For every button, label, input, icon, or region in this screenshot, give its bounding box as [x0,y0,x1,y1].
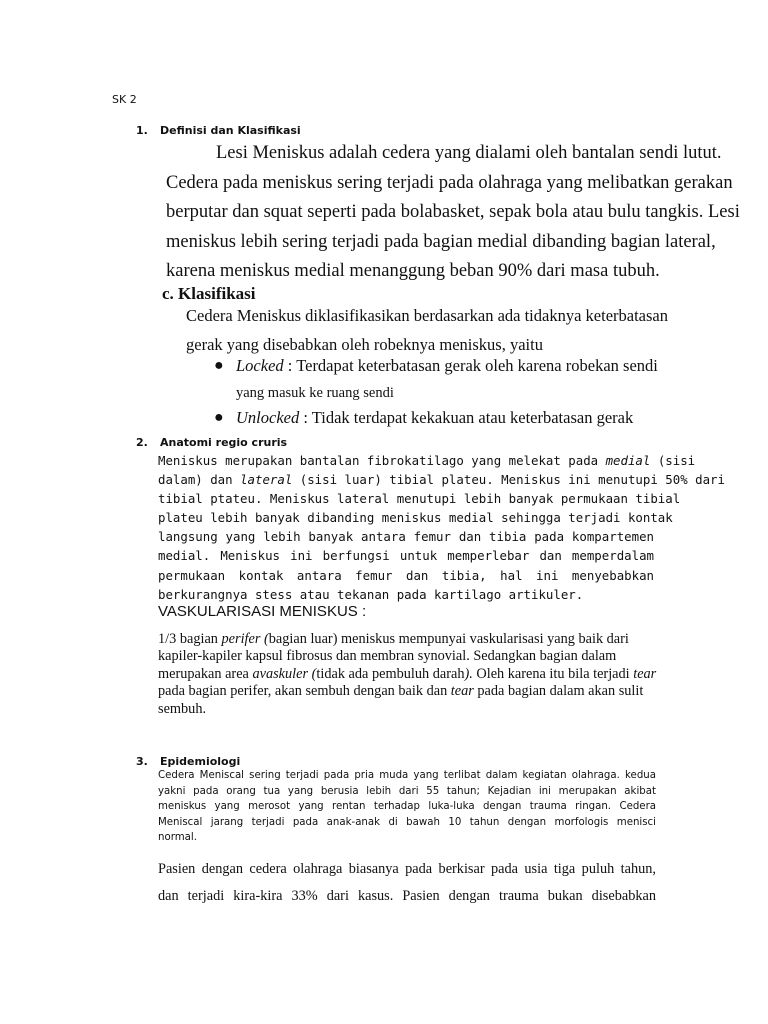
bullet-item-locked: Locked : Terdapat keterbatasan gerak oleh karena robekan sendi [236,356,658,375]
bullet-item-unlocked: Unlocked : Tidak terdapat kekakuan atau keterbatasan gerak [236,408,634,427]
bullet-icon: ● [214,409,224,426]
bullet-icon: ● [214,357,224,374]
section-number: 1. [136,124,148,137]
scan-line: meniskus lebih sering terjadi pada bagian medial dibanding bagian lateral, [166,232,716,252]
epidemiologi-paragraph: Cedera Meniscal sering terjadi pada pria muda yang terlibat dalam kegiatan olahraga. kedua yakni pada orang tua yang berusia lebih dari 55 tahun; Kejadian ini merupakan akibat meniskus yang merosot yang rentan terhadap luka-luka dengan trauma ringan. Cedera Meniscal jarang terjadi pada anak-anak di bawah 10 tahun dengan morfologis menisci normal. [158,770,656,843]
anatomi-paragraph: Meniskus merupakan bantalan fibrokatilago yang melekat pada medial (sisi dalam) dan lateral (sisi luar) tibial plateu. Meniskus ini menutupi 50% dari tibial ptateu. Meniskus lateral menutupi lebih banyak permukaan tibial plateu lebih banyak dibanding meniskus medial sehingga terjadi kontak langsung yang lebih banyak antara femur dan tibia pada kompartemen medial. Meniskus ini berfungsi untuk memperlebar dan memperdalam permukaan kontak antara femur dan tibia, hal ini menyebabkan berkurangnya stess atau tekanan pada kartilago artikuler. [158,453,725,602]
section-title-definisi: Definisi dan Klasifikasi [160,124,301,137]
scan-line: berputar dan squat seperti pada bolabasket, sepak bola atau bulu tangkis. Lesi [166,202,740,222]
section-number: 3. [136,755,148,768]
klasifikasi-heading: c. Klasifikasi [162,284,256,303]
section-title-epidemiologi: Epidemiologi [160,755,241,768]
scan-line: Cedera Meniskus diklasifikasikan berdasarkan ada tidaknya keterbatasan [186,306,668,325]
scan-line: gerak yang disebabkan oleh robeknya meniskus, yaitu [186,335,543,354]
vaskularisasi-paragraph: 1/3 bagian perifer (bagian luar) meniskus mempunyai vaskularisasi yang baik dari kapiler-kapiler kapsul fibrosus dan membran synovial. Sedangkan bagian dalam merupakan area avaskuler (tidak ada pembuluh darah). Oleh karena itu bila terjadi tear pada bagian perifer, akan sembuh dengan baik dan tear pada bagian dalam akan sulit sembuh. [158,631,657,717]
document-label: SK 2 [112,93,137,106]
section-number: 2. [136,436,148,449]
bullet-item-continuation: yang masuk ke ruang sendi [236,385,394,401]
scan-line: Lesi Meniskus adalah cedera yang dialami oleh bantalan sendi lutut. [216,143,722,163]
section-title-anatomi: Anatomi regio cruris [160,436,288,449]
epidemiologi-followup: Pasien dengan cedera olahraga biasanya pada berkisar pada usia tiga puluh tahun, dan terjadi kira-kira 33% dari kasus. Pasien dengan trauma bukan disebabkan [158,861,656,904]
vaskularisasi-heading: VASKULARISASI MENISKUS : [158,603,367,620]
scan-line: karena meniskus medial menanggung beban 90% dari masa tubuh. [166,261,660,281]
scan-line: Cedera pada meniskus sering terjadi pada olahraga yang melibatkan gerakan [166,173,733,193]
